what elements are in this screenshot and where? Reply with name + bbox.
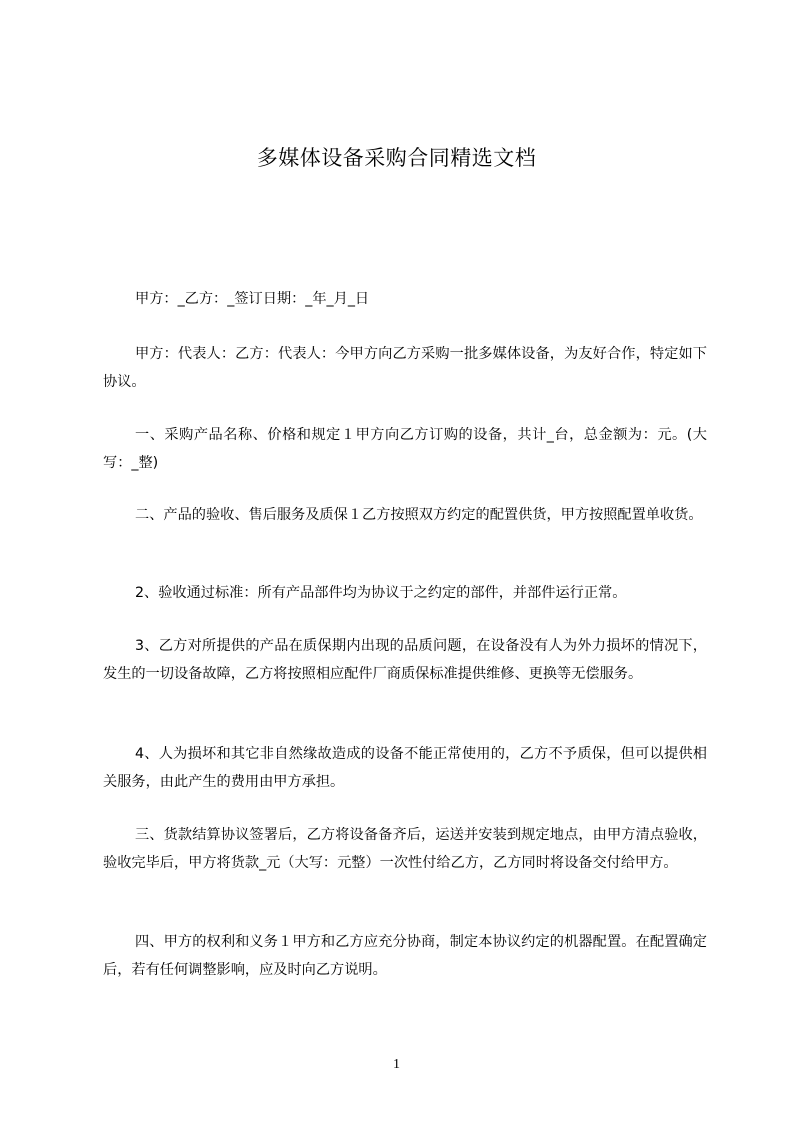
clause-2-item-3-paragraph: 3、乙方对所提供的产品在质保期内出现的品质问题，在设备没有人为外力损坏的情况下，发生的一切设备故障，乙方将按照相应配件厂商质保标准提供维修、更换等无偿服务。 xyxy=(103,638,707,682)
clause-2-acceptance-paragraph: 二、产品的验收、售后服务及质保１乙方按照双方约定的配置供货，甲方按照配置单收货。 xyxy=(135,507,703,523)
clause-3-payment-paragraph: 三、货款结算协议签署后，乙方将设备备齐后，运送并安装到规定地点，由甲方清点验收，验收完毕后，甲方将货款_元（大写：元整）一次性付给乙方，乙方同时将设备交付给甲方。 xyxy=(103,827,707,871)
clause-1-product-paragraph: 一、采购产品名称、价格和规定１甲方向乙方订购的设备，共计_台，总金额为：元。(大写：_整) xyxy=(103,427,707,471)
clause-2-item-2-paragraph: 2、验收通过标准：所有产品部件均为协议于之约定的部件，并部件运行正常。 xyxy=(135,585,627,601)
contract-intro-paragraph: 甲方：代表人：乙方：代表人：今甲方向乙方采购一批多媒体设备，为友好合作，特定如下协议。 xyxy=(103,346,707,390)
contract-parties-line: 甲方：_乙方：_签订日期：_年_月_日 xyxy=(135,291,370,307)
clause-2-item-4-paragraph: 4、人为损坏和其它非自然缘故造成的设备不能正常使用的，乙方不予质保，但可以提供相关服务，由此产生的费用由甲方承担。 xyxy=(103,746,707,790)
document-title: 多媒体设备采购合同精选文档 xyxy=(256,146,537,170)
clause-4-rights-paragraph: 四、甲方的权利和义务１甲方和乙方应充分协商，制定本协议约定的机器配置。在配置确定后，若有任何调整影响，应及时向乙方说明。 xyxy=(103,934,707,978)
page-number: 1 xyxy=(393,1057,400,1072)
